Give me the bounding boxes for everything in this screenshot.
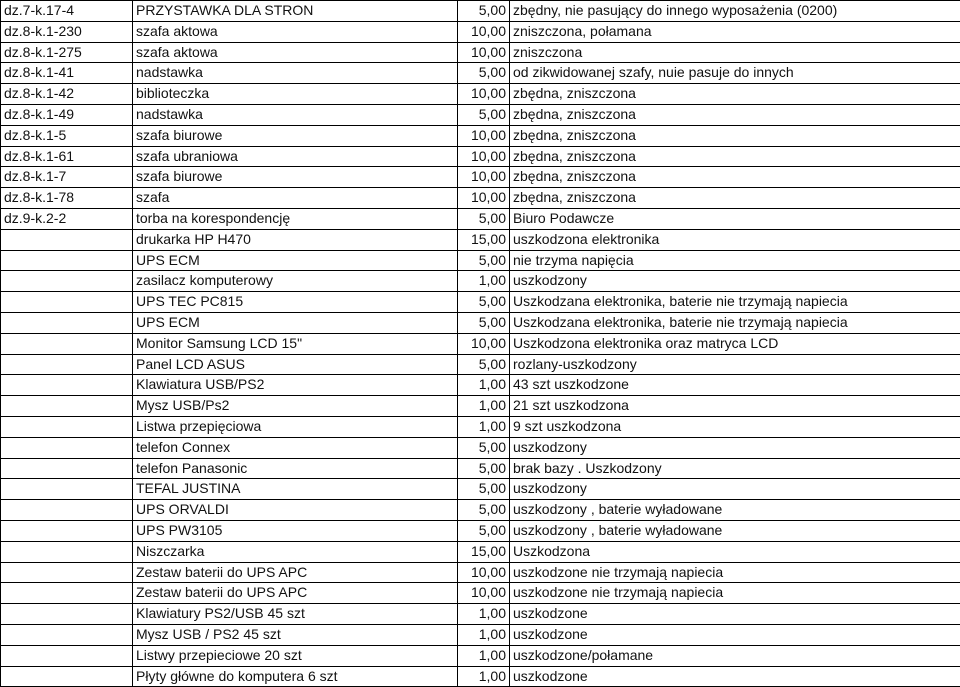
item-quantity-cell: 1,00 bbox=[458, 666, 510, 687]
item-quantity-cell: 1,00 bbox=[458, 375, 510, 396]
item-name-cell: telefon Panasonic bbox=[133, 458, 458, 479]
item-code-cell: dz.8-k.1-49 bbox=[1, 104, 133, 125]
item-reason-cell: uszkodzony , baterie wyładowane bbox=[510, 500, 960, 521]
item-name-cell: nadstawka bbox=[133, 63, 458, 84]
item-quantity-cell: 5,00 bbox=[458, 520, 510, 541]
item-name-cell: Mysz USB/Ps2 bbox=[133, 396, 458, 417]
item-code-cell bbox=[1, 624, 133, 645]
item-name-cell: UPS PW3105 bbox=[133, 520, 458, 541]
item-reason-cell: uszkodzony bbox=[510, 479, 960, 500]
item-reason-cell: zbędny, nie pasujący do innego wyposażenia (0200) bbox=[510, 1, 960, 22]
table-row bbox=[1, 604, 960, 625]
item-name-cell: drukarka HP H470 bbox=[133, 229, 458, 250]
table-row bbox=[1, 396, 960, 417]
item-quantity-cell: 10,00 bbox=[458, 562, 510, 583]
item-name-cell: szafa ubraniowa bbox=[133, 146, 458, 167]
table-row bbox=[1, 271, 960, 292]
item-name-cell: nadstawka bbox=[133, 104, 458, 125]
item-quantity-cell: 10,00 bbox=[458, 146, 510, 167]
item-reason-cell: uszkodzony bbox=[510, 271, 960, 292]
item-code-cell bbox=[1, 500, 133, 521]
item-quantity-cell: 5,00 bbox=[458, 479, 510, 500]
item-quantity-cell: 10,00 bbox=[458, 583, 510, 604]
item-quantity-cell: 15,00 bbox=[458, 541, 510, 562]
item-code-cell: dz.8-k.1-61 bbox=[1, 146, 133, 167]
item-reason-cell: uszkodzone bbox=[510, 604, 960, 625]
item-code-cell bbox=[1, 250, 133, 271]
table-row bbox=[1, 146, 960, 167]
table-row bbox=[1, 375, 960, 396]
item-name-cell: szafa aktowa bbox=[133, 42, 458, 63]
item-quantity-cell: 10,00 bbox=[458, 84, 510, 105]
item-name-cell: Klawiatury PS2/USB 45 szt bbox=[133, 604, 458, 625]
item-name-cell: Panel LCD ASUS bbox=[133, 354, 458, 375]
item-name-cell: Zestaw baterii do UPS APC bbox=[133, 583, 458, 604]
item-reason-cell: Uszkodzona elektronika oraz matryca LCD bbox=[510, 333, 960, 354]
item-code-cell: dz.9-k.2-2 bbox=[1, 208, 133, 229]
item-name-cell: torba na korespondencję bbox=[133, 208, 458, 229]
item-reason-cell: uszkodzone/połamane bbox=[510, 645, 960, 666]
table-row bbox=[1, 84, 960, 105]
item-reason-cell: zbędna, zniszczona bbox=[510, 188, 960, 209]
item-name-cell: UPS ECM bbox=[133, 312, 458, 333]
table-row bbox=[1, 479, 960, 500]
item-reason-cell: Uszkodzona bbox=[510, 541, 960, 562]
item-code-cell bbox=[1, 604, 133, 625]
item-code-cell: dz.8-k.1-275 bbox=[1, 42, 133, 63]
table-row bbox=[1, 520, 960, 541]
item-reason-cell: uszkodzony bbox=[510, 437, 960, 458]
item-quantity-cell: 5,00 bbox=[458, 104, 510, 125]
item-reason-cell: zniszczona, połamana bbox=[510, 21, 960, 42]
item-reason-cell: 43 szt uszkodzone bbox=[510, 375, 960, 396]
item-reason-cell: 9 szt uszkodzona bbox=[510, 416, 960, 437]
item-name-cell: UPS TEC PC815 bbox=[133, 292, 458, 313]
table-row bbox=[1, 208, 960, 229]
item-code-cell bbox=[1, 229, 133, 250]
item-code-cell bbox=[1, 583, 133, 604]
table-row bbox=[1, 500, 960, 521]
item-quantity-cell: 1,00 bbox=[458, 396, 510, 417]
table-row bbox=[1, 458, 960, 479]
item-code-cell bbox=[1, 271, 133, 292]
item-code-cell bbox=[1, 333, 133, 354]
table-row bbox=[1, 292, 960, 313]
table-row bbox=[1, 1, 960, 22]
item-reason-cell: Uszkodzana elektronika, baterie nie trzymają napiecia bbox=[510, 312, 960, 333]
item-name-cell: TEFAL JUSTINA bbox=[133, 479, 458, 500]
item-reason-cell: brak bazy . Uszkodzony bbox=[510, 458, 960, 479]
table-row bbox=[1, 333, 960, 354]
item-code-cell: dz.8-k.1-42 bbox=[1, 84, 133, 105]
item-reason-cell: zbędna, zniszczona bbox=[510, 84, 960, 105]
item-reason-cell: Biuro Podawcze bbox=[510, 208, 960, 229]
item-reason-cell: zbędna, zniszczona bbox=[510, 125, 960, 146]
item-name-cell: Listwy przepieciowe 20 szt bbox=[133, 645, 458, 666]
item-quantity-cell: 10,00 bbox=[458, 333, 510, 354]
item-quantity-cell: 1,00 bbox=[458, 416, 510, 437]
item-quantity-cell: 10,00 bbox=[458, 188, 510, 209]
item-quantity-cell: 1,00 bbox=[458, 604, 510, 625]
item-code-cell: dz.8-k.1-7 bbox=[1, 167, 133, 188]
item-code-cell bbox=[1, 292, 133, 313]
item-name-cell: szafa biurowe bbox=[133, 167, 458, 188]
item-name-cell: telefon Connex bbox=[133, 437, 458, 458]
item-name-cell: Mysz USB / PS2 45 szt bbox=[133, 624, 458, 645]
item-reason-cell: od zikwidowanej szafy, nuie pasuje do innych bbox=[510, 63, 960, 84]
table-row bbox=[1, 21, 960, 42]
item-reason-cell: zbędna, zniszczona bbox=[510, 104, 960, 125]
item-code-cell bbox=[1, 354, 133, 375]
table-row bbox=[1, 354, 960, 375]
item-name-cell: PRZYSTAWKA DLA STRON bbox=[133, 1, 458, 22]
item-quantity-cell: 15,00 bbox=[458, 229, 510, 250]
item-code-cell bbox=[1, 645, 133, 666]
table-row bbox=[1, 188, 960, 209]
item-quantity-cell: 1,00 bbox=[458, 645, 510, 666]
item-quantity-cell: 5,00 bbox=[458, 458, 510, 479]
item-code-cell: dz.8-k.1-78 bbox=[1, 188, 133, 209]
item-quantity-cell: 10,00 bbox=[458, 42, 510, 63]
item-quantity-cell: 10,00 bbox=[458, 125, 510, 146]
item-quantity-cell: 1,00 bbox=[458, 624, 510, 645]
item-name-cell: szafa aktowa bbox=[133, 21, 458, 42]
item-code-cell: dz.8-k.1-41 bbox=[1, 63, 133, 84]
item-quantity-cell: 5,00 bbox=[458, 63, 510, 84]
item-name-cell: Płyty główne do komputera 6 szt bbox=[133, 666, 458, 687]
item-code-cell bbox=[1, 312, 133, 333]
item-reason-cell: uszkodzony , baterie wyładowane bbox=[510, 520, 960, 541]
item-name-cell: UPS ECM bbox=[133, 250, 458, 271]
item-quantity-cell: 10,00 bbox=[458, 167, 510, 188]
table-row bbox=[1, 437, 960, 458]
item-name-cell: biblioteczka bbox=[133, 84, 458, 105]
item-code-cell bbox=[1, 396, 133, 417]
item-quantity-cell: 5,00 bbox=[458, 208, 510, 229]
item-code-cell bbox=[1, 458, 133, 479]
item-quantity-cell: 5,00 bbox=[458, 292, 510, 313]
item-reason-cell: zbędna, zniszczona bbox=[510, 167, 960, 188]
item-code-cell: dz.7-k.17-4 bbox=[1, 1, 133, 22]
item-code-cell bbox=[1, 562, 133, 583]
item-quantity-cell: 1,00 bbox=[458, 271, 510, 292]
item-quantity-cell: 5,00 bbox=[458, 312, 510, 333]
table-row bbox=[1, 229, 960, 250]
item-reason-cell: zbędna, zniszczona bbox=[510, 146, 960, 167]
table-row bbox=[1, 645, 960, 666]
item-reason-cell: uszkodzone bbox=[510, 666, 960, 687]
item-reason-cell: uszkodzone nie trzymają napiecia bbox=[510, 583, 960, 604]
item-code-cell bbox=[1, 375, 133, 396]
item-code-cell bbox=[1, 541, 133, 562]
table-row bbox=[1, 104, 960, 125]
item-quantity-cell: 5,00 bbox=[458, 500, 510, 521]
item-reason-cell: uszkodzone bbox=[510, 624, 960, 645]
item-reason-cell: rozlany-uszkodzony bbox=[510, 354, 960, 375]
item-code-cell bbox=[1, 416, 133, 437]
table-row bbox=[1, 63, 960, 84]
item-reason-cell: uszkodzone nie trzymają napiecia bbox=[510, 562, 960, 583]
item-name-cell: Niszczarka bbox=[133, 541, 458, 562]
item-quantity-cell: 5,00 bbox=[458, 354, 510, 375]
item-quantity-cell: 5,00 bbox=[458, 1, 510, 22]
table-row bbox=[1, 541, 960, 562]
table-row bbox=[1, 666, 960, 687]
item-code-cell bbox=[1, 437, 133, 458]
item-reason-cell: zniszczona bbox=[510, 42, 960, 63]
inventory-table-body bbox=[1, 1, 960, 687]
table-row bbox=[1, 167, 960, 188]
table-row bbox=[1, 416, 960, 437]
table-row bbox=[1, 250, 960, 271]
item-name-cell: UPS ORVALDI bbox=[133, 500, 458, 521]
item-name-cell: szafa bbox=[133, 188, 458, 209]
table-row bbox=[1, 312, 960, 333]
item-quantity-cell: 5,00 bbox=[458, 437, 510, 458]
table-row bbox=[1, 42, 960, 63]
item-name-cell: Listwa przepięciowa bbox=[133, 416, 458, 437]
item-reason-cell: Uszkodzana elektronika, baterie nie trzymają napiecia bbox=[510, 292, 960, 313]
item-code-cell bbox=[1, 479, 133, 500]
item-code-cell bbox=[1, 520, 133, 541]
item-quantity-cell: 10,00 bbox=[458, 21, 510, 42]
item-reason-cell: nie trzyma napięcia bbox=[510, 250, 960, 271]
table-row bbox=[1, 624, 960, 645]
item-name-cell: Monitor Samsung LCD 15" bbox=[133, 333, 458, 354]
item-code-cell bbox=[1, 666, 133, 687]
item-name-cell: szafa biurowe bbox=[133, 125, 458, 146]
table-row bbox=[1, 125, 960, 146]
item-code-cell: dz.8-k.1-5 bbox=[1, 125, 133, 146]
table-row bbox=[1, 562, 960, 583]
item-name-cell: Klawiatura USB/PS2 bbox=[133, 375, 458, 396]
item-name-cell: Zestaw baterii do UPS APC bbox=[133, 562, 458, 583]
item-quantity-cell: 5,00 bbox=[458, 250, 510, 271]
item-reason-cell: uszkodzona elektronika bbox=[510, 229, 960, 250]
item-name-cell: zasilacz komputerowy bbox=[133, 271, 458, 292]
item-code-cell: dz.8-k.1-230 bbox=[1, 21, 133, 42]
table-row bbox=[1, 583, 960, 604]
item-reason-cell: 21 szt uszkodzona bbox=[510, 396, 960, 417]
